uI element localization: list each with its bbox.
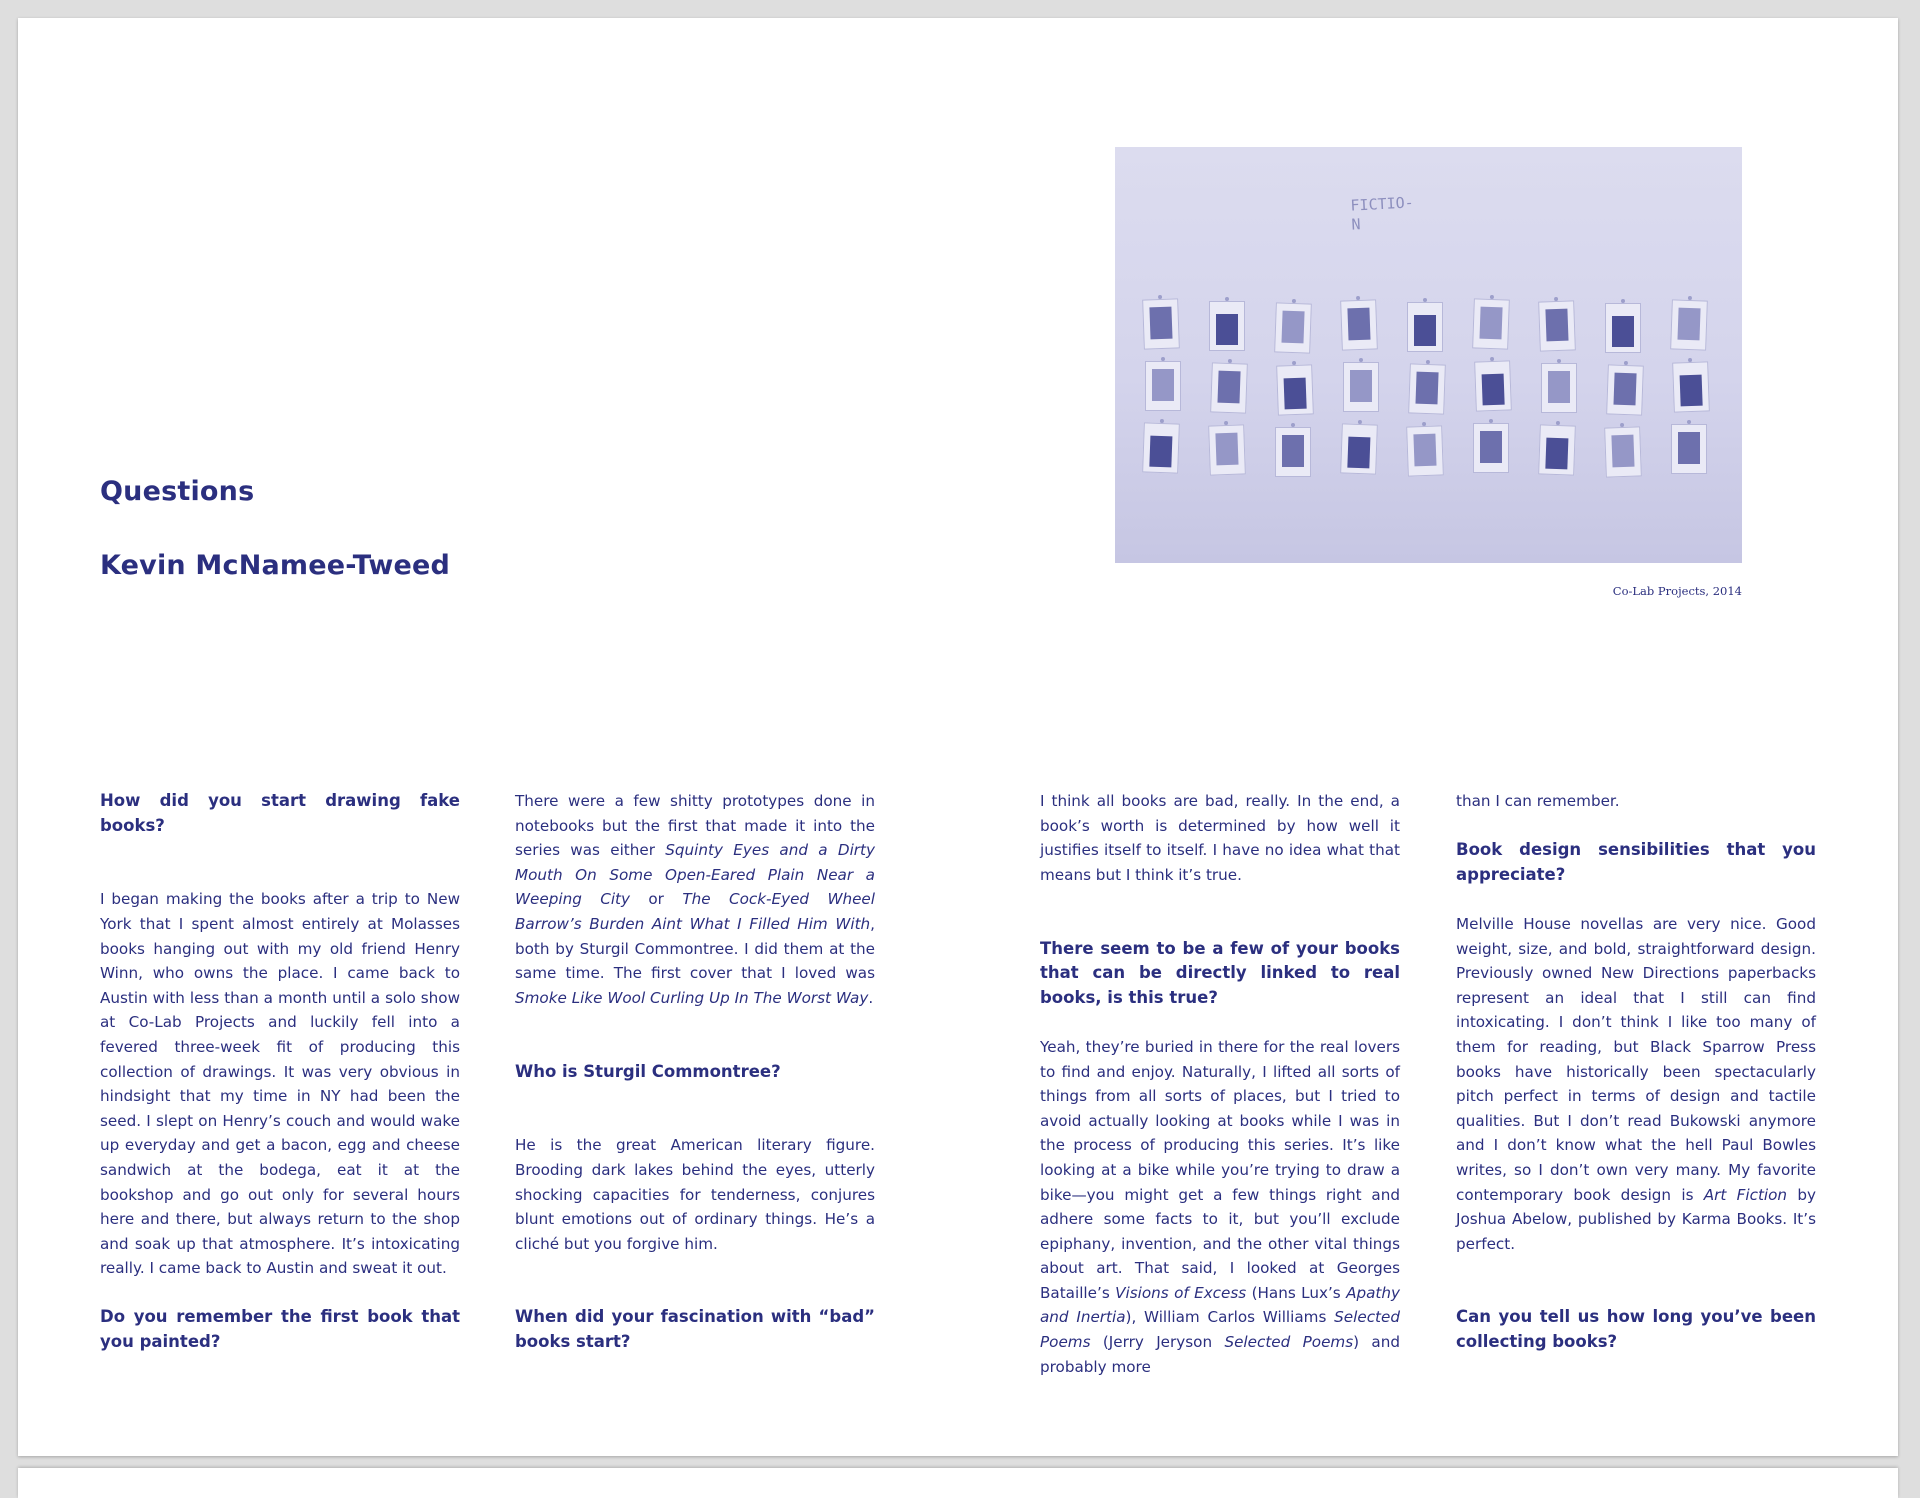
question-heading: Book design sensibilities that you appreciate? (1456, 840, 1816, 884)
pinned-book-drawing (1473, 423, 1509, 473)
pinned-book-drawing (1145, 361, 1181, 411)
book-title: Selected Poems (1040, 1308, 1400, 1352)
text-column-2 (515, 789, 875, 1355)
book-title: Smoke Like Wool Curling Up In The Worst Way (515, 988, 869, 1007)
pinned-book-drawing (1343, 362, 1379, 412)
pinned-book-drawing (1408, 363, 1446, 414)
author-name: Kevin McNamee-Tweed (100, 550, 451, 581)
pinned-book-drawing (1538, 300, 1576, 351)
book-title: The Cock-Eyed Wheel Barrow’s Burden Aint What I Filled Him With (515, 890, 875, 933)
pinned-book-drawing (1209, 301, 1245, 351)
answer-paragraph: I began making the books after a trip to New York that I spent almost entirely at Molasses books hanging out with my old friend Henry Winn, who owns the place. I came back to Austin with less than a month until a solo show at Co-Lab Projects and luckily fell into a fevered three-week fit of producing this collection of drawings. It was very obvious in hindsight that my time in NY had been the seed. I slept on Henry’s couch and would wake up everyday and get a bacon, egg and cheese sandwich at the bodega, eat it at the bookshop and go out only for several hours here and there, but always return to the shop and soak up that atmosphere. It’s intoxicating really. I came back to Austin and sweat it out. (100, 890, 460, 1278)
pinned-book-drawing (1276, 364, 1314, 415)
answer-paragraph: There were a few shitty prototypes done in notebooks but the first that made it into the series was either Squinty Eyes and a Dirty Mouth On Some Open-Eared Plain Near a Weeping City or The Cock-Eyed Wheel Barrow’s Burden Aint What I Filled Him With, both by Sturgil Commontree. I did them at the same time. The first cover that I loved was Smoke Like Wool Curling Up In The Worst Way. (515, 792, 875, 1007)
pinned-book-drawing (1538, 424, 1576, 475)
pinned-book-drawing (1208, 424, 1246, 475)
answer-paragraph: Yeah, they’re buried in there for the real lovers to find and enjoy. Naturally, I lifted all sorts of things from all sorts of places, but I tried to avoid actually looking at books while I was in the process of producing this series. It’s like looking at a bike while you’re trying to draw a bike—you might get a few things right and adhere some facts to it, but you’ll exclude epiphany, invention, and the other vital things about art. That said, I looked at Georges Bataille’s Visions of Excess (Hans Lux’s Apathy and Inertia), William Carlos Williams Selected Poems (Jerry Jeryson Selected Poems) and probably more (1040, 1037, 1400, 1376)
book-title: Visions of Excess (1115, 1283, 1247, 1302)
question-heading: Can you tell us how long you’ve been collecting books? (1456, 1307, 1816, 1352)
pinned-book-drawing (1541, 363, 1577, 413)
pinned-book-drawing (1670, 299, 1708, 350)
photo-handwriting: FICTIO- N (1350, 193, 1415, 234)
pinned-book-drawing (1474, 360, 1512, 411)
pinned-book-drawing (1605, 303, 1641, 353)
answer-paragraph: He is the great American literary figure. Brooding dark lakes behind the eyes, utterly shocking capacities for tenderness, conjures blunt emotions out of ordinary things. He’s a cliché but you forgive him. (515, 1136, 875, 1253)
question-heading: How did you start drawing fake books? (100, 791, 460, 835)
pinned-book-drawing (1606, 364, 1644, 415)
pinned-book-drawing (1274, 302, 1312, 353)
answer-paragraph: than I can remember. (1456, 792, 1620, 810)
pinned-book-drawing (1407, 302, 1443, 352)
exhibition-photo (1115, 147, 1742, 563)
book-title: Selected Poems (1224, 1333, 1354, 1352)
pinned-book-drawing (1142, 298, 1180, 349)
photo-caption: Co-Lab Projects, 2014 (1612, 584, 1742, 598)
question-heading: When did your fascination with “bad” books start? (515, 1307, 875, 1352)
answer-paragraph: I think all books are bad, really. In the end, a book’s worth is determined by how well it justifies itself to itself. I have no idea what that means but I think it’s true. (1040, 792, 1400, 884)
pinned-book-drawing (1472, 298, 1510, 349)
pinned-book-drawing (1275, 427, 1311, 477)
book-title: Art Fiction (1703, 1185, 1788, 1204)
document-page (18, 18, 1898, 1456)
book-title: Squinty Eyes and a Dirty Mouth On Some Open-Eared Plain Near a Weeping City (515, 841, 875, 909)
pinned-book-drawing (1672, 361, 1710, 412)
book-drawings-grid (1143, 299, 1723, 489)
pinned-book-drawing (1340, 423, 1378, 474)
book-title: Apathy and Inertia (1040, 1283, 1400, 1327)
answer-paragraph: Melville House novellas are very nice. Good weight, size, and bold, straightforward design. Previously owned New Directions paperbacks represent an ideal that I still can find intoxicating. I don’t think I like too many of them for reading, but Black Sparrow Press books have historically been spectacularly pitch perfect in terms of design and tactile qualities. But I don’t read Bukowski anymore and I don’t know what the hell Paul Bowles writes, so I don’t own very many. My favorite contemporary book design is Art Fiction by Joshua Abelow, published by Karma Books. It’s perfect. (1456, 914, 1816, 1253)
page-title: Questions (100, 476, 255, 507)
pinned-book-drawing (1340, 299, 1378, 350)
pinned-book-drawing (1142, 422, 1180, 473)
pinned-book-drawing (1406, 425, 1444, 476)
pinned-book-drawing (1604, 426, 1642, 477)
next-page-edge (18, 1468, 1898, 1498)
question-heading: There seem to be a few of your books that can be directly linked to real books, is this true? (1040, 938, 1400, 1007)
pinned-book-drawing (1671, 424, 1707, 474)
pinned-book-drawing (1210, 362, 1248, 413)
text-column-3 (1040, 789, 1400, 1379)
question-heading: Do you remember the first book that you painted? (100, 1307, 460, 1352)
text-column-4 (1456, 789, 1816, 1355)
text-column-1 (100, 789, 460, 1355)
question-heading: Who is Sturgil Commontree? (515, 1061, 781, 1081)
